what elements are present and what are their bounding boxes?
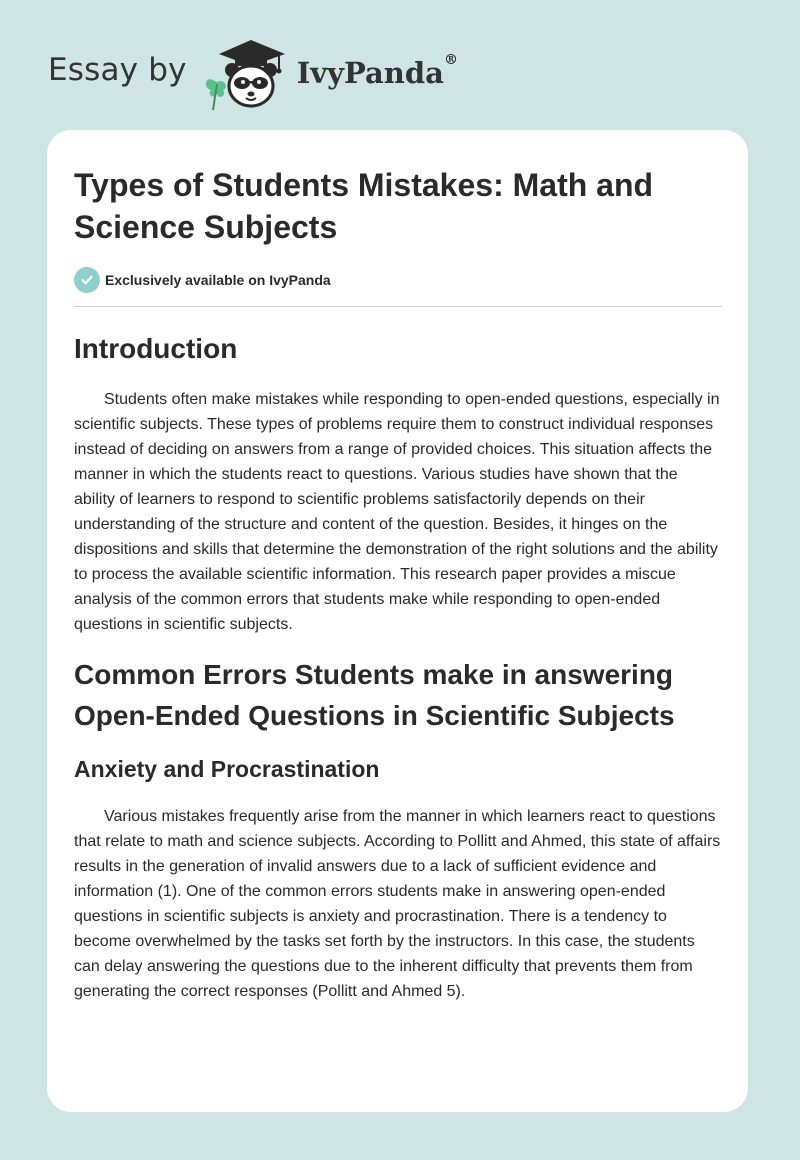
exclusive-label: Exclusively available on IvyPanda (105, 272, 331, 288)
section-heading-common-errors: Common Errors Students make in answering Open-Ended Questions in Scientific Subjects (74, 659, 675, 731)
essay-by-label: Essay by (48, 52, 187, 88)
panda-graduate-icon (199, 36, 291, 112)
brand-name-text: IvyPanda (296, 56, 444, 90)
ivypanda-logo[interactable] (199, 36, 291, 112)
site-header (48, 34, 458, 114)
registered-mark: ® (443, 52, 458, 68)
essay-title: Types of Students Mistakes: Math and Science Subjects (74, 167, 654, 245)
check-circle-icon (74, 267, 100, 293)
exclusive-badge (74, 266, 722, 294)
brand-name[interactable] (296, 52, 458, 90)
paragraph-anxiety: Various mistakes frequently arise from the manner in which learners react to questions that relate to math and science subjects. According to Pollitt and Ahmed, this state of affairs results in the generation of invalid answers due to a lack of sufficient evidence and information (1). One of the common errors students make in answering open-ended questions in scientific subjects is anxiety and procrastination. There is a tendency to become overwhelmed by the tasks set forth by the instructors. In this case, the students can delay answering the questions due to the inherent difficulty that prevents them from generating the correct responses (Pollitt and Ahmed 5). (74, 808, 721, 1000)
essay-card (47, 130, 748, 1112)
essay-content (74, 164, 722, 1004)
divider (74, 306, 722, 307)
subsection-heading-anxiety: Anxiety and Procrastination (74, 756, 380, 782)
section-heading-introduction: Introduction (74, 333, 238, 364)
paragraph-introduction: Students often make mistakes while responding to open-ended questions, especially in scientific subjects. These types of problems require them to construct individual responses instead of deciding on answers from a range of provided choices. This situation affects the manner in which the students react to questions. Various studies have shown that the ability of learners to respond to scientific problems satisfactorily depends on their understanding of the structure and content of the question. Besides, it hinges on the dispositions and skills that determine the demonstration of the right solutions and the ability to process the available scientific information. This research paper provides a miscue analysis of the common errors that students make while responding to open-ended questions in scientific subjects. (74, 391, 720, 633)
ivy-leaf-icon (206, 79, 226, 110)
